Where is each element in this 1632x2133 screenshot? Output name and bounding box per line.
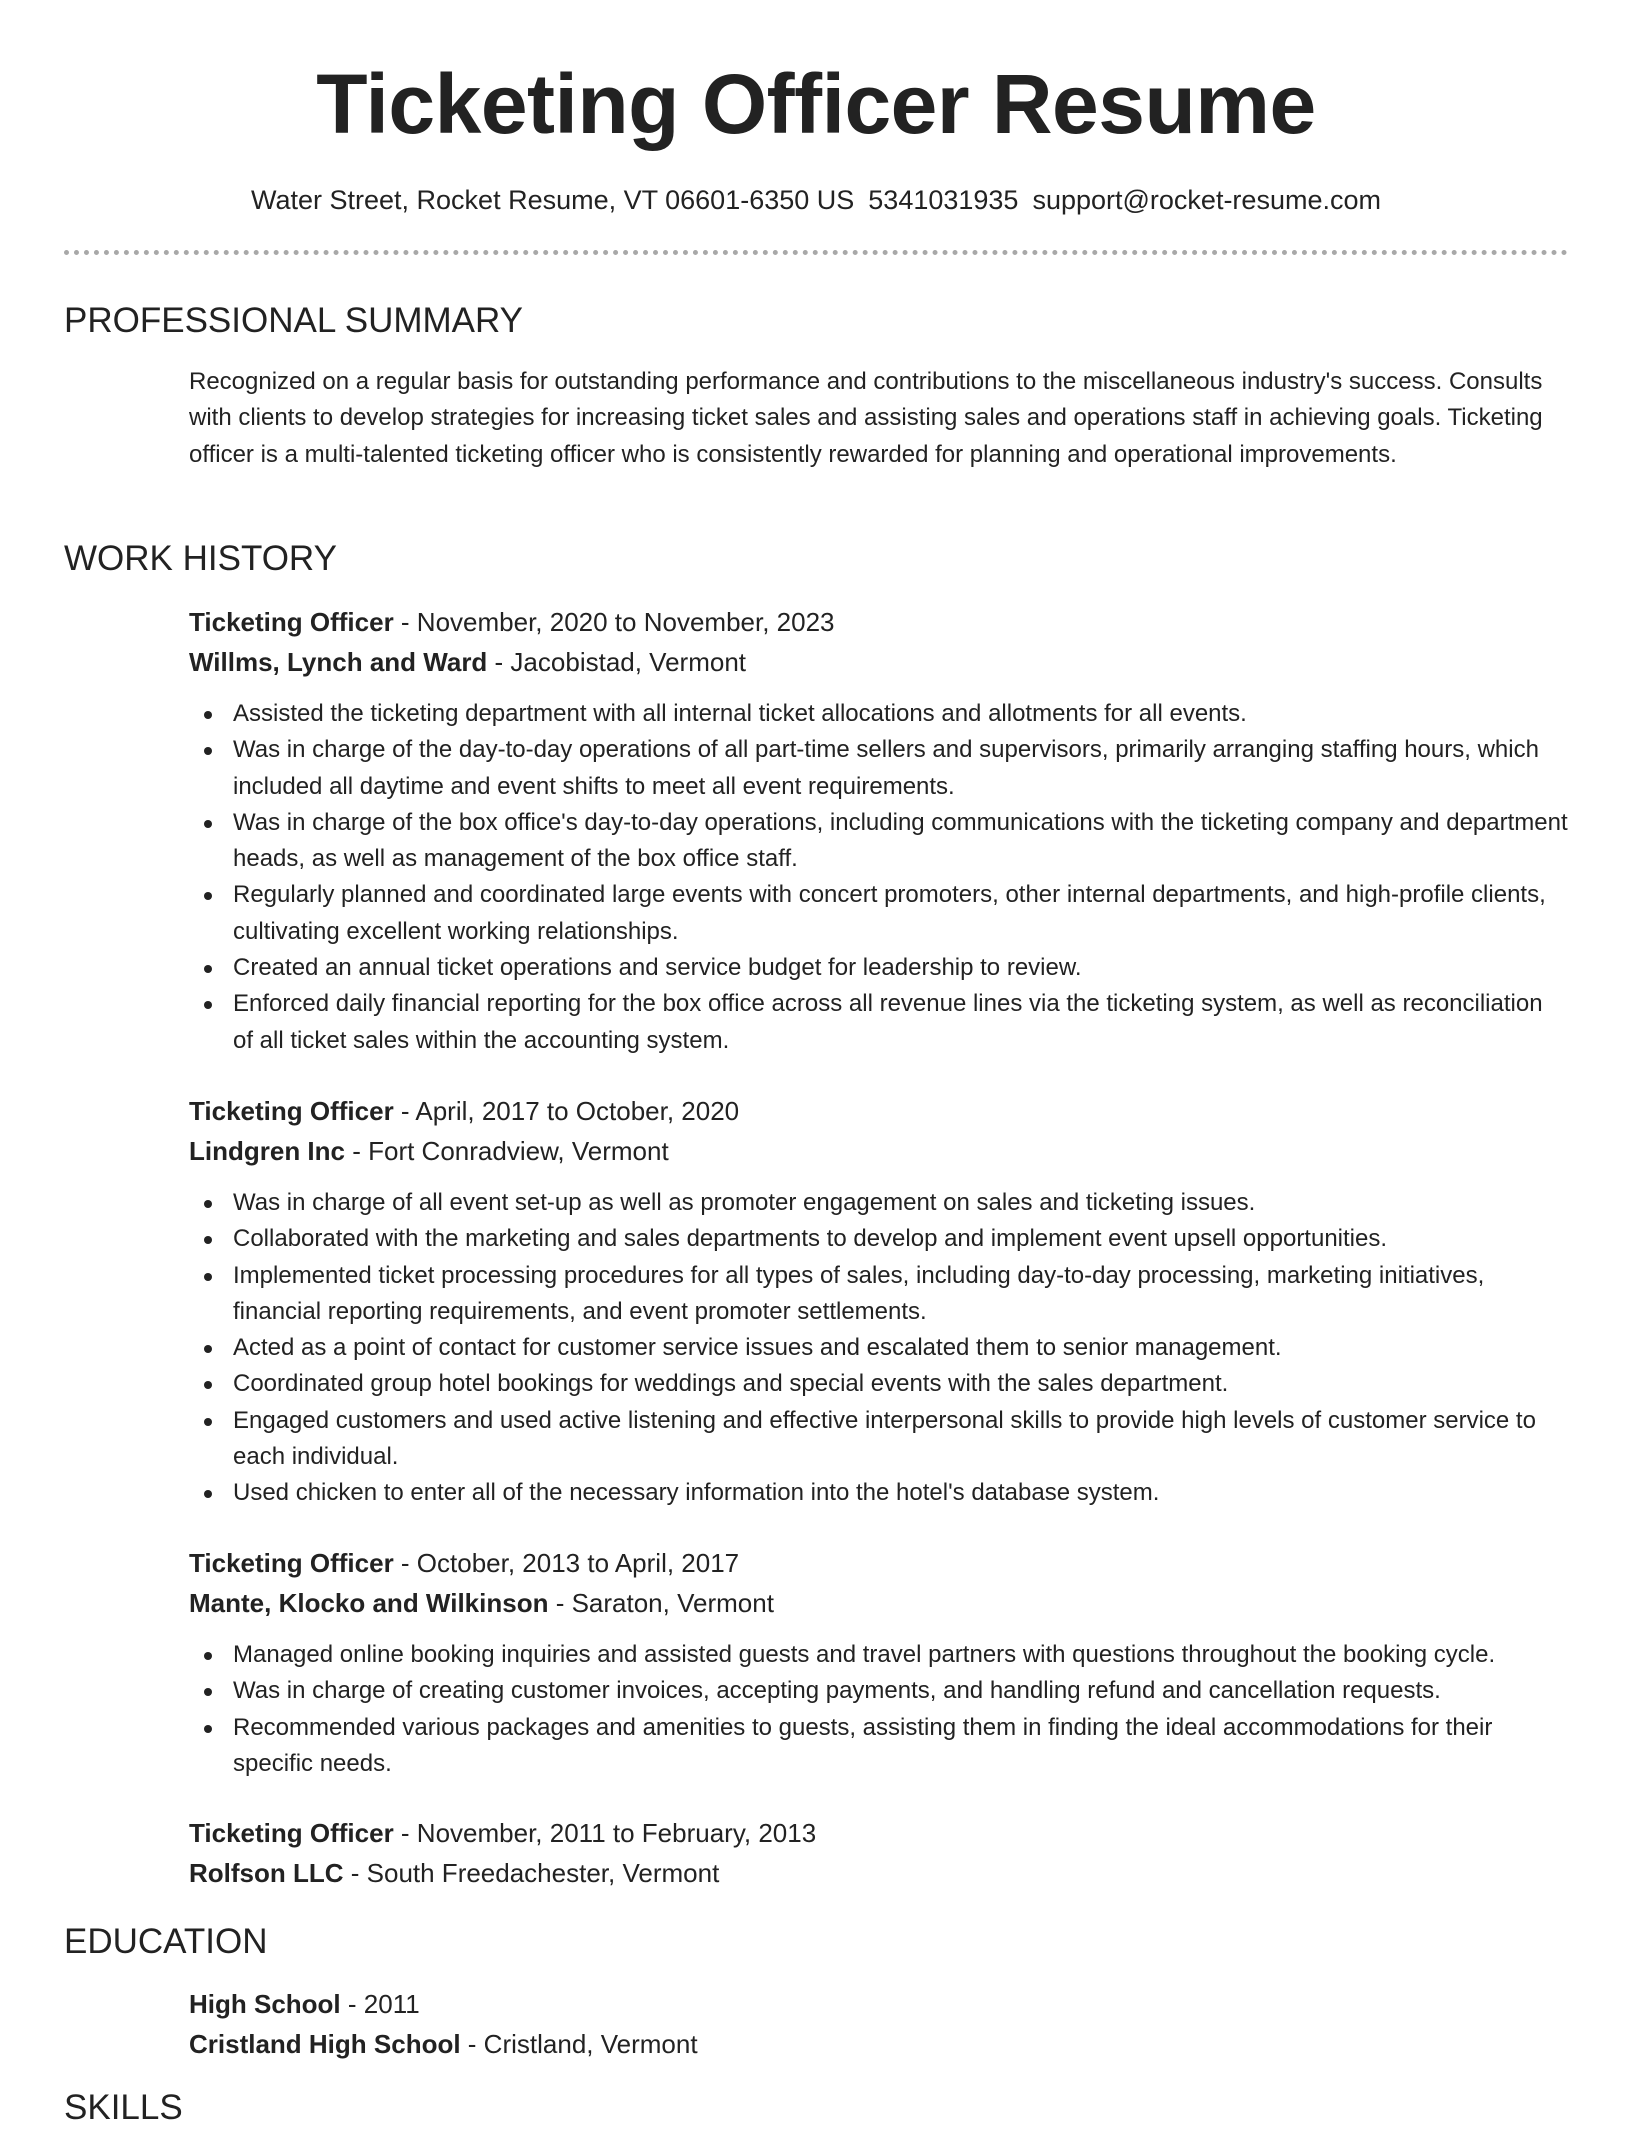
job-dates: - October, 2013 to April, 2017 [393, 1548, 740, 1578]
education-school: Cristland High School [189, 2029, 461, 2059]
job-location: - Saraton, Vermont [548, 1588, 774, 1618]
summary-text: Recognized on a regular basis for outstanding performance and contributions to the miscellaneous industry's success. Consults with clients to develop strategies for increasing ticket sales and assisting sales and operations staff in achieving goals. Ticketing officer is a multi-talented ticketing officer who is consistently rewarded for planning and operational improvements. [189, 368, 1543, 468]
job-entry [189, 1091, 1569, 1512]
job-entry [189, 602, 1569, 1059]
duty-item: Collaborated with the marketing and sales departments to develop and implement event upsell opportunities. [233, 1221, 1569, 1257]
duty-item: Used chicken to enter all of the necessary information into the hotel's database system. [233, 1475, 1569, 1511]
job-entry [189, 1543, 1569, 1782]
job-company: Willms, Lynch and Ward [189, 647, 488, 677]
job-title-line [189, 1543, 1569, 1583]
job-title: Ticketing Officer [189, 1818, 394, 1848]
contact-address: Water Street, Rocket Resume, VT 06601-6350 US [251, 185, 855, 215]
duty-item: Managed online booking inquiries and assisted guests and travel partners with questions throughout the booking cycle. [233, 1637, 1569, 1673]
job-dates: - April, 2017 to October, 2020 [393, 1096, 740, 1126]
summary-block [189, 364, 1569, 473]
education-location: - Cristland, Vermont [460, 2029, 698, 2059]
job-entry [189, 1813, 1569, 1893]
duty-item: Was in charge of the day-to-day operations of all part-time sellers and supervisors, primarily arranging staffing hours, which included all daytime and event shifts to meet all event requirements. [233, 732, 1569, 805]
education-degree: High School [189, 1989, 341, 2019]
education-year: - 2011 [340, 1989, 420, 2019]
duty-item: Engaged customers and used active listening and effective interpersonal skills to provide high levels of customer service to each individual. [233, 1403, 1569, 1476]
job-title: Ticketing Officer [189, 1096, 394, 1126]
job-company-line [189, 1131, 1569, 1171]
duty-item: Assisted the ticketing department with all internal ticket allocations and allotments for all events. [233, 696, 1569, 732]
job-title-line [189, 1091, 1569, 1131]
section-title-education: EDUCATION [64, 1922, 268, 1961]
job-dates: - November, 2020 to November, 2023 [393, 607, 835, 637]
duty-item: Regularly planned and coordinated large events with concert promoters, other internal departments, and high-profile clients, cultivating excellent working relationships. [233, 877, 1569, 950]
section-title-summary: PROFESSIONAL SUMMARY [64, 301, 523, 340]
job-company: Mante, Klocko and Wilkinson [189, 1588, 549, 1618]
duty-item: Recommended various packages and amenities to guests, assisting them in finding the ideal accommodations for their specific needs. [233, 1710, 1569, 1783]
duty-item: Implemented ticket processing procedures for all types of sales, including day-to-day processing, marketing initiatives, financial reporting requirements, and event promoter settlements. [233, 1258, 1569, 1331]
job-company-line [189, 1583, 1569, 1623]
job-title: Ticketing Officer [189, 1548, 394, 1578]
duty-item: Acted as a point of contact for customer service issues and escalated them to senior management. [233, 1330, 1569, 1366]
job-location: - Fort Conradview, Vermont [345, 1136, 669, 1166]
duty-item: Was in charge of creating customer invoices, accepting payments, and handling refund and cancellation requests. [233, 1673, 1569, 1709]
resume-title: Ticketing Officer Resume [316, 57, 1316, 151]
education-entry [189, 1984, 1569, 2064]
job-company-line [189, 642, 1569, 682]
duty-item: Was in charge of the box office's day-to-day operations, including communications with the ticketing company and department heads, as well as management of the box office staff. [233, 805, 1569, 878]
education-degree-line [189, 1984, 1569, 2024]
job-duties [189, 696, 1569, 1059]
job-title-line [189, 602, 1569, 642]
education-school-line [189, 2024, 1569, 2064]
section-title-work-history: WORK HISTORY [64, 539, 337, 578]
job-title-line [189, 1813, 1569, 1853]
job-location: - Jacobistad, Vermont [487, 647, 747, 677]
job-title: Ticketing Officer [189, 607, 394, 637]
job-duties [189, 1637, 1569, 1782]
job-company-line [189, 1853, 1569, 1893]
contact-line [0, 180, 1632, 220]
duty-item: Enforced daily financial reporting for the box office across all revenue lines via the ticketing system, as well as reconciliation of all ticket sales within the accounting system. [233, 986, 1569, 1059]
job-dates: - November, 2011 to February, 2013 [393, 1818, 817, 1848]
section-title-skills: SKILLS [64, 2088, 183, 2127]
job-duties [189, 1185, 1569, 1512]
duty-item: Coordinated group hotel bookings for weddings and special events with the sales department. [233, 1366, 1569, 1402]
header-divider [64, 250, 1568, 255]
job-company: Lindgren Inc [189, 1136, 345, 1166]
contact-phone: 5341031935 [868, 185, 1019, 215]
contact-email: support@rocket-resume.com [1032, 185, 1381, 215]
job-location: - South Freedachester, Vermont [343, 1858, 720, 1888]
duty-item: Was in charge of all event set-up as well as promoter engagement on sales and ticketing issues. [233, 1185, 1569, 1221]
job-company: Rolfson LLC [189, 1858, 344, 1888]
duty-item: Created an annual ticket operations and service budget for leadership to review. [233, 950, 1569, 986]
